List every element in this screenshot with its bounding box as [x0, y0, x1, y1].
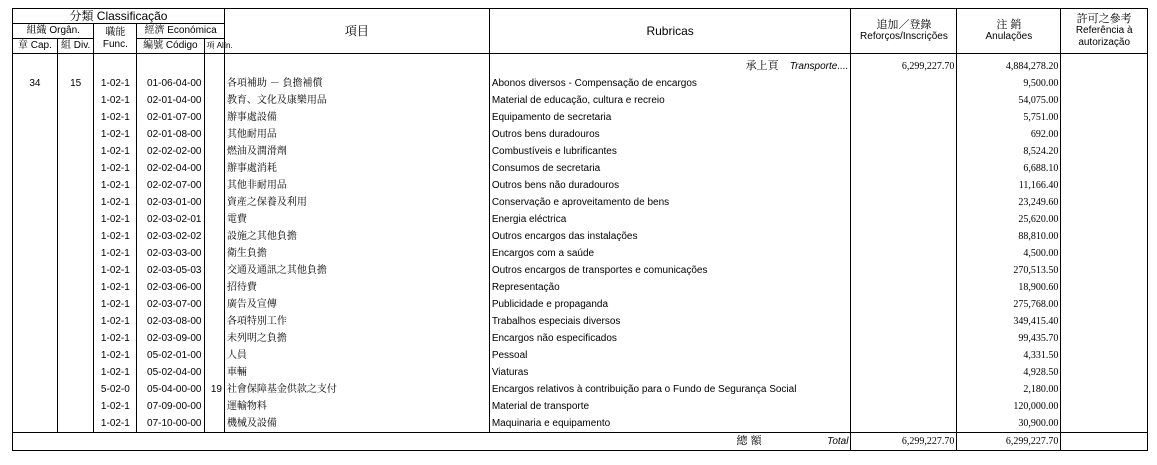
cell-reference — [1061, 296, 1148, 313]
cell-code: 02-02-02-00 — [137, 143, 204, 160]
cell-div — [57, 228, 94, 245]
cell-reforcos — [851, 109, 957, 126]
cell-reforcos — [851, 143, 957, 160]
cell-func: 1-02-1 — [94, 228, 137, 245]
cell-anulacoes: 23,249.60 — [957, 194, 1061, 211]
cell-reference — [1061, 347, 1148, 364]
table-row — [13, 415, 1148, 433]
header-rubricas: Rubricas — [489, 9, 851, 54]
cell-cap — [13, 262, 58, 279]
cell-reference — [1061, 398, 1148, 415]
cell-div — [57, 92, 94, 109]
cell-item-zh: 資產之保養及利用 — [224, 194, 489, 211]
cell-code: 02-01-08-00 — [137, 126, 204, 143]
cell-reforcos — [851, 92, 957, 109]
cell-item-zh: 辦事處設備 — [224, 109, 489, 126]
cell-alin — [204, 92, 224, 109]
cell-alin — [204, 160, 224, 177]
table-row — [13, 109, 1148, 126]
cell-reforcos — [851, 347, 957, 364]
cell-rubrica: Maquinaria e equipamento — [489, 415, 851, 433]
cell-div — [57, 160, 94, 177]
cell-reference — [1061, 143, 1148, 160]
table-row — [13, 330, 1148, 347]
header-anulacoes — [957, 9, 1061, 54]
cell-alin — [204, 75, 224, 92]
cell-reforcos — [851, 313, 957, 330]
table-row — [13, 211, 1148, 228]
cell-cap — [13, 194, 58, 211]
cell-reforcos — [851, 194, 957, 211]
cell-rubrica: Abonos diversos - Compensação de encargos — [489, 75, 851, 92]
table-row — [13, 92, 1148, 109]
cell-reforcos — [851, 381, 957, 398]
cell-alin — [204, 313, 224, 330]
table-row — [13, 143, 1148, 160]
cell-reference — [1061, 313, 1148, 330]
transport-anulacoes: 4,884,278.20 — [957, 54, 1061, 76]
cell-anulacoes: 275,768.00 — [957, 296, 1061, 313]
cell-item-zh: 燃油及潤滑劑 — [224, 143, 489, 160]
cell-item-zh: 社會保障基金供款之支付 — [224, 381, 489, 398]
cell-reforcos — [851, 75, 957, 92]
cell-func: 1-02-1 — [94, 279, 137, 296]
cell-anulacoes: 11,166.40 — [957, 177, 1061, 194]
cell-alin — [204, 211, 224, 228]
cell-div — [57, 296, 94, 313]
cell-code: 02-01-04-00 — [137, 92, 204, 109]
cell-rubrica: Encargos não especificados — [489, 330, 851, 347]
cell-reforcos — [851, 177, 957, 194]
cell-cap — [13, 313, 58, 330]
cell-item-zh: 廣告及宣傳 — [224, 296, 489, 313]
cell-func: 1-02-1 — [94, 245, 137, 262]
cell-code: 02-03-05-03 — [137, 262, 204, 279]
cell-anulacoes: 4,500.00 — [957, 245, 1061, 262]
cell-div: 15 — [57, 75, 94, 92]
cell-alin — [204, 177, 224, 194]
cell-func: 1-02-1 — [94, 143, 137, 160]
header-reforcos-pt: Reforços/Inscrições — [860, 31, 948, 42]
cell-anulacoes: 349,415.40 — [957, 313, 1061, 330]
cell-code: 01-06-04-00 — [137, 75, 204, 92]
cell-rubrica: Viaturas — [489, 364, 851, 381]
cell-reforcos — [851, 245, 957, 262]
header-code: 編號 Código — [137, 39, 204, 54]
table-row — [13, 126, 1148, 143]
cell-item-zh: 辦事處消耗 — [224, 160, 489, 177]
table-row — [13, 262, 1148, 279]
cell-div — [57, 330, 94, 347]
cell-reforcos — [851, 211, 957, 228]
cell-code: 02-02-07-00 — [137, 177, 204, 194]
cell-code: 02-03-02-02 — [137, 228, 204, 245]
transport-label-pt: Transporte.... — [789, 61, 849, 72]
cell-rubrica: Consumos de secretaria — [489, 160, 851, 177]
cell-item-zh: 衛生負擔 — [224, 245, 489, 262]
cell-alin — [204, 364, 224, 381]
cell-rubrica: Equipamento de secretaria — [489, 109, 851, 126]
cell-reference — [1061, 381, 1148, 398]
cell-reference — [1061, 194, 1148, 211]
cell-func: 1-02-1 — [94, 92, 137, 109]
cell-rubrica: Material de educação, cultura e recreio — [489, 92, 851, 109]
cell-code: 02-03-03-00 — [137, 245, 204, 262]
cell-reference — [1061, 245, 1148, 262]
cell-code: 02-01-07-00 — [137, 109, 204, 126]
cell-reference — [1061, 262, 1148, 279]
cell-cap — [13, 160, 58, 177]
cell-cap: 34 — [13, 75, 58, 92]
cell-item-zh: 其他非耐用品 — [224, 177, 489, 194]
header-classification: 分類 Classificação — [13, 9, 225, 24]
cell-anulacoes: 9,500.00 — [957, 75, 1061, 92]
cell-alin — [204, 330, 224, 347]
cell-item-zh: 設施之其他負擔 — [224, 228, 489, 245]
cell-anulacoes: 2,180.00 — [957, 381, 1061, 398]
table-row — [13, 228, 1148, 245]
cell-reforcos — [851, 279, 957, 296]
cell-anulacoes: 25,620.00 — [957, 211, 1061, 228]
cell-alin — [204, 143, 224, 160]
cell-cap — [13, 398, 58, 415]
cell-reference — [1061, 228, 1148, 245]
cell-reference — [1061, 279, 1148, 296]
cell-anulacoes: 4,928.50 — [957, 364, 1061, 381]
cell-rubrica: Outros encargos das instalações — [489, 228, 851, 245]
cell-func: 1-02-1 — [94, 194, 137, 211]
table-row — [13, 296, 1148, 313]
header-reference-pt: Referência à autorização — [1075, 25, 1133, 48]
cell-div — [57, 398, 94, 415]
table-row — [13, 364, 1148, 381]
cell-func: 1-02-1 — [94, 415, 137, 433]
cell-rubrica: Combustíveis e lubrificantes — [489, 143, 851, 160]
cell-func: 1-02-1 — [94, 364, 137, 381]
cell-reference — [1061, 364, 1148, 381]
cell-reference — [1061, 126, 1148, 143]
cell-alin — [204, 109, 224, 126]
total-label-pt: Total — [827, 436, 849, 447]
header-reference — [1061, 9, 1148, 54]
header-item-zh: 項目 — [224, 9, 489, 54]
cell-cap — [13, 381, 58, 398]
cell-anulacoes: 18,900.60 — [957, 279, 1061, 296]
cell-code: 02-03-06-00 — [137, 279, 204, 296]
cell-anulacoes: 88,810.00 — [957, 228, 1061, 245]
cell-div — [57, 279, 94, 296]
cell-reforcos — [851, 126, 957, 143]
cell-div — [57, 245, 94, 262]
cell-func: 1-02-1 — [94, 160, 137, 177]
cell-anulacoes: 5,751.00 — [957, 109, 1061, 126]
cell-code: 02-03-07-00 — [137, 296, 204, 313]
table-row — [13, 279, 1148, 296]
cell-reforcos — [851, 415, 957, 433]
cell-cap — [13, 143, 58, 160]
transport-row — [13, 54, 1148, 76]
cell-alin — [204, 228, 224, 245]
cell-reforcos — [851, 160, 957, 177]
header-economic: 經濟 Económica — [137, 24, 225, 39]
cell-div — [57, 194, 94, 211]
cell-code: 02-02-04-00 — [137, 160, 204, 177]
cell-reference — [1061, 109, 1148, 126]
header-cap: 章 Cap. — [13, 39, 58, 54]
header-div: 組 Div. — [57, 39, 94, 54]
header-reforcos-zh: 追加／登錄 — [876, 19, 932, 31]
cell-rubrica: Encargos com a saúde — [489, 245, 851, 262]
cell-item-zh: 未列明之負擔 — [224, 330, 489, 347]
cell-code: 02-03-02-01 — [137, 211, 204, 228]
cell-item-zh: 車輛 — [224, 364, 489, 381]
cell-div — [57, 262, 94, 279]
cell-alin — [204, 279, 224, 296]
cell-alin — [204, 262, 224, 279]
cell-rubrica: Trabalhos especiais diversos — [489, 313, 851, 330]
cell-item-zh: 運輸物料 — [224, 398, 489, 415]
cell-reference — [1061, 330, 1148, 347]
cell-alin — [204, 296, 224, 313]
table-row — [13, 347, 1148, 364]
cell-div — [57, 177, 94, 194]
cell-func: 1-02-1 — [94, 330, 137, 347]
cell-div — [57, 126, 94, 143]
cell-cap — [13, 177, 58, 194]
cell-alin — [204, 347, 224, 364]
cell-rubrica: Pessoal — [489, 347, 851, 364]
cell-cap — [13, 245, 58, 262]
cell-code: 05-02-04-00 — [137, 364, 204, 381]
transport-label-zh: 承上頁 — [745, 60, 779, 72]
cell-rubrica: Encargos relativos à contribuição para o Fundo de Segurança Social — [489, 381, 851, 398]
cell-anulacoes: 4,331.50 — [957, 347, 1061, 364]
total-reforcos: 6,299,227.70 — [851, 433, 957, 451]
cell-func: 1-02-1 — [94, 262, 137, 279]
cell-rubrica: Publicidade e propaganda — [489, 296, 851, 313]
cell-func: 1-02-1 — [94, 398, 137, 415]
cell-cap — [13, 109, 58, 126]
table-row — [13, 160, 1148, 177]
cell-div — [57, 381, 94, 398]
cell-div — [57, 109, 94, 126]
cell-anulacoes: 692.00 — [957, 126, 1061, 143]
cell-reforcos — [851, 398, 957, 415]
cell-alin — [204, 194, 224, 211]
cell-reference — [1061, 177, 1148, 194]
cell-code: 05-04-00-00 — [137, 381, 204, 398]
cell-code: 02-03-09-00 — [137, 330, 204, 347]
cell-alin — [204, 415, 224, 433]
header-alin: 項 Alín. — [204, 39, 224, 54]
cell-code: 05-02-01-00 — [137, 347, 204, 364]
total-label-zh: 總 額 — [736, 435, 762, 447]
header-reference-zh: 許可之參考 — [1076, 13, 1132, 25]
cell-reforcos — [851, 364, 957, 381]
cell-cap — [13, 415, 58, 433]
cell-div — [57, 364, 94, 381]
table-row — [13, 381, 1148, 398]
header-functional: 職能 Func. — [94, 24, 137, 54]
cell-code: 07-10-00-00 — [137, 415, 204, 433]
transport-reforcos: 6,299,227.70 — [851, 54, 957, 76]
cell-anulacoes: 120,000.00 — [957, 398, 1061, 415]
cell-rubrica: Outros bens duradouros — [489, 126, 851, 143]
cell-div — [57, 313, 94, 330]
cell-anulacoes: 99,435.70 — [957, 330, 1061, 347]
cell-reference — [1061, 211, 1148, 228]
cell-func: 1-02-1 — [94, 177, 137, 194]
cell-rubrica: Energia eléctrica — [489, 211, 851, 228]
cell-rubrica: Outros bens não duradouros — [489, 177, 851, 194]
header-anulacoes-pt: Anulações — [985, 31, 1033, 42]
cell-reforcos — [851, 228, 957, 245]
cell-reforcos — [851, 296, 957, 313]
cell-code: 07-09-00-00 — [137, 398, 204, 415]
budget-table — [12, 8, 1148, 451]
header-anulacoes-zh: 注 銷 — [996, 19, 1022, 31]
cell-code: 02-03-01-00 — [137, 194, 204, 211]
table-row — [13, 313, 1148, 330]
cell-reference — [1061, 160, 1148, 177]
cell-rubrica: Outros encargos de transportes e comunicações — [489, 262, 851, 279]
cell-cap — [13, 92, 58, 109]
table-row — [13, 177, 1148, 194]
cell-rubrica: Material de transporte — [489, 398, 851, 415]
cell-func: 1-02-1 — [94, 211, 137, 228]
cell-func: 1-02-1 — [94, 347, 137, 364]
cell-alin — [204, 398, 224, 415]
cell-func: 1-02-1 — [94, 75, 137, 92]
cell-div — [57, 347, 94, 364]
cell-reference — [1061, 75, 1148, 92]
transport-label — [489, 54, 851, 76]
cell-item-zh: 機械及設備 — [224, 415, 489, 433]
total-label — [489, 433, 851, 451]
cell-func: 5-02-0 — [94, 381, 137, 398]
cell-func: 1-02-1 — [94, 313, 137, 330]
cell-cap — [13, 347, 58, 364]
table-row — [13, 398, 1148, 415]
cell-cap — [13, 330, 58, 347]
cell-item-zh: 各項特別工作 — [224, 313, 489, 330]
cell-anulacoes: 54,075.00 — [957, 92, 1061, 109]
cell-reference — [1061, 415, 1148, 433]
table-row — [13, 194, 1148, 211]
cell-cap — [13, 296, 58, 313]
cell-item-zh: 招待費 — [224, 279, 489, 296]
cell-cap — [13, 228, 58, 245]
cell-cap — [13, 279, 58, 296]
cell-alin — [204, 245, 224, 262]
cell-item-zh: 人員 — [224, 347, 489, 364]
cell-div — [57, 415, 94, 433]
cell-rubrica: Representação — [489, 279, 851, 296]
cell-item-zh: 其他耐用品 — [224, 126, 489, 143]
total-anulacoes: 6,299,227.70 — [957, 433, 1061, 451]
cell-cap — [13, 364, 58, 381]
table-row — [13, 75, 1148, 92]
cell-func: 1-02-1 — [94, 126, 137, 143]
cell-item-zh: 教育、文化及康樂用品 — [224, 92, 489, 109]
cell-anulacoes: 30,900.00 — [957, 415, 1061, 433]
cell-func: 1-02-1 — [94, 109, 137, 126]
cell-reforcos — [851, 330, 957, 347]
cell-reforcos — [851, 262, 957, 279]
cell-cap — [13, 211, 58, 228]
cell-func: 1-02-1 — [94, 296, 137, 313]
total-row — [13, 433, 1148, 451]
cell-rubrica: Conservação e aproveitamento de bens — [489, 194, 851, 211]
cell-cap — [13, 126, 58, 143]
cell-reference — [1061, 92, 1148, 109]
cell-div — [57, 211, 94, 228]
cell-code: 02-03-08-00 — [137, 313, 204, 330]
cell-anulacoes: 270,513.50 — [957, 262, 1061, 279]
header-organic: 組織 Orgân. — [13, 24, 94, 39]
header-reforcos — [851, 9, 957, 54]
cell-div — [57, 143, 94, 160]
cell-alin: 19 — [204, 381, 224, 398]
cell-anulacoes: 8,524.20 — [957, 143, 1061, 160]
cell-anulacoes: 6,688.10 — [957, 160, 1061, 177]
cell-item-zh: 各項補助 － 負擔補償 — [224, 75, 489, 92]
cell-item-zh: 交通及通訊之其他負擔 — [224, 262, 489, 279]
cell-alin — [204, 126, 224, 143]
table-row — [13, 245, 1148, 262]
cell-item-zh: 電費 — [224, 211, 489, 228]
